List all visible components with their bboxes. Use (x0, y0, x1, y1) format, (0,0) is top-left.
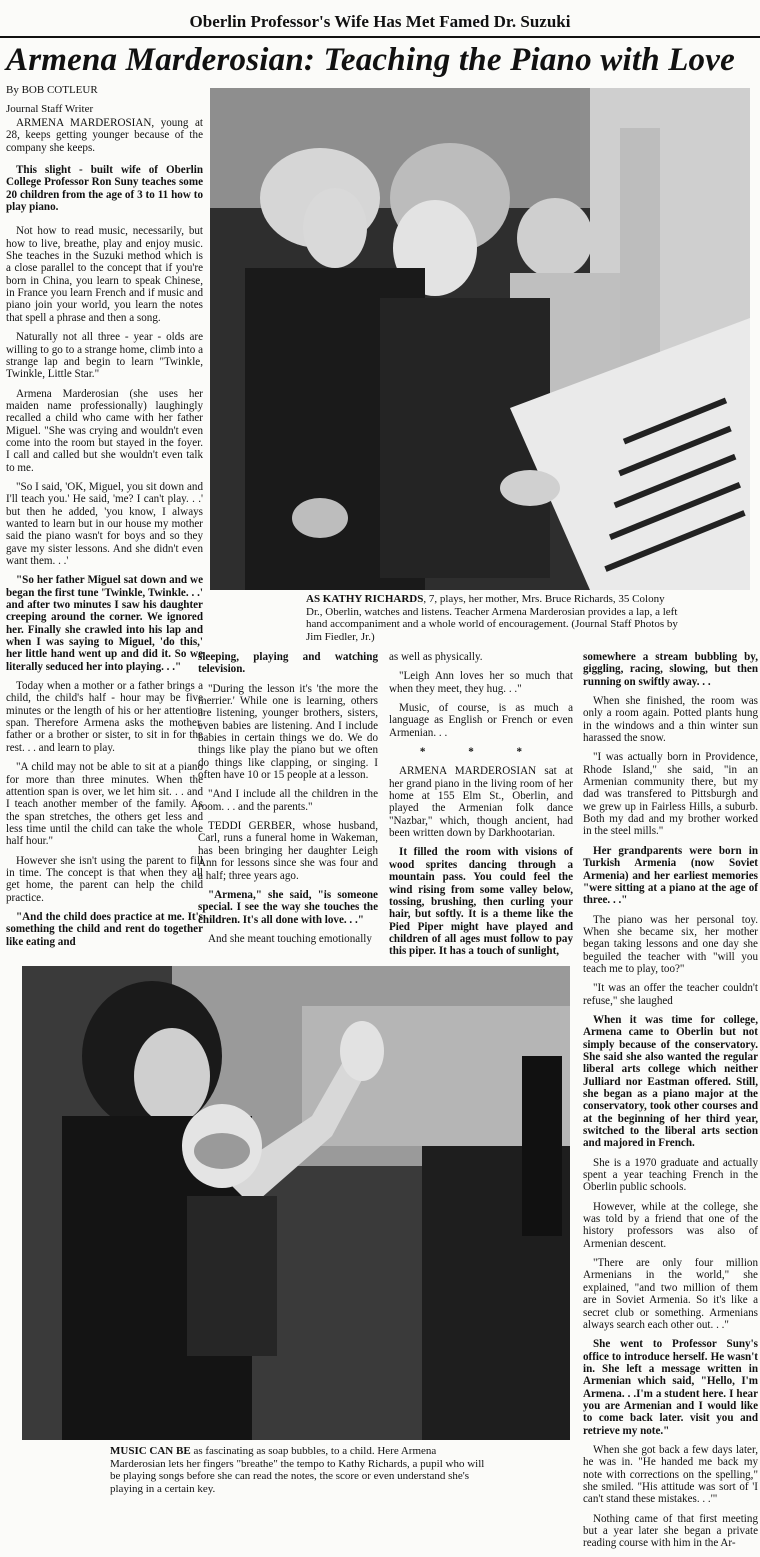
paragraph: TEDDI GERBER, whose husband, Carl, runs a funeral home in Wakeman, has been bringing her daughter Leigh Ann for lessons since she was four and a half; three years ago. (198, 820, 378, 882)
caption-1-lead: AS KATHY RICHARDS (306, 593, 424, 605)
paragraph: She is a 1970 graduate and actually spent a year teaching French in the Oberlin public schools. (583, 1156, 758, 1194)
main-headline: Armena Marderosian: Teaching the Piano with Love (6, 42, 735, 78)
article-column-4 (583, 651, 758, 1557)
paragraph: "Leigh Ann loves her so much that when they meet, they hug. . ." (389, 670, 573, 695)
article-column-2 (198, 651, 378, 952)
paragraph: It filled the room with visions of wood sprites dancing through a mountain pass. You could feel the wind rising from some valley below, tossing, brushing, then curling your hair, but softly. It is a theme like the Pied Piper might have played and children of all ages must follow to pay this piper. It has a touch of sunlight, (389, 846, 573, 958)
paragraph: Today when a mother or a father brings a child, the child's half - hour may be five minutes or the length of his or her attention span. Therefore Armena asks the mother, father or a brother or sister, to sit in for the rest. . . and learn to play. (6, 680, 203, 754)
paragraph: ARMENA MARDEROSIAN sat at her grand piano in the living room of her home at 155 Elm St., Oberlin, and played the Armenian folk dance "Nazbar," which, though ancient, had been written down by Darkhootarian. (389, 765, 573, 840)
paragraph: Her grandparents were born in Turkish Armenia (now Soviet Armenia) and her earliest memories "were sitting at a piano at the age of three. . ." (583, 844, 758, 907)
paragraph: The piano was her personal toy. When she became six, her mother began taking lessons and one day she beguiled the teacher with "will you teach me to play, too?" (583, 913, 758, 975)
paragraph: Not how to read music, necessarily, but how to live, breathe, play and enjoy music. She teaches in the Suzuki method which is a close parallel to the concept that if you're born in China, you learn to speak Chinese, in France you learn French and if music and piano join your world, you learn the notes that spell a phrase and then a song. (6, 225, 203, 324)
article-column-3 (389, 651, 573, 965)
byline-author: By BOB COTLEUR (6, 84, 98, 96)
photo-teacher-gesturing (22, 966, 570, 1440)
paragraph: ARMENA MARDEROSIAN, young at 28, keeps getting younger because of the company she keeps. (6, 117, 203, 154)
paragraph: However she isn't using the parent to fill in time. The concept is that when they all get home, the parent can help the child practice. (6, 854, 203, 904)
headline-rule (0, 36, 760, 38)
paragraph: "It was an offer the teacher couldn't refuse," she laughed (583, 982, 758, 1007)
paragraph: "So her father Miguel sat down and we began the first tune 'Twinkle, Twinkle. . .' and after two minutes I saw his daughter creeping around the corner. We ignored her. Finally she crawled into his lap and when I was saying to Miguel, 'do this,' her little hand went up and did it. So we literally seduced her into playing. . ." (6, 574, 203, 673)
photo-caption-2 (110, 1445, 488, 1495)
caption-2-text: as fascinating as soap bubbles, to a child. Here Armena Marderosian lets her fingers "breathe" the tempo to Kathy Richards, a pupil who will be playing songs before she can read the notes, the score or even understand she's playing in a certain key. (110, 1445, 485, 1495)
byline-title: Journal Staff Writer (6, 103, 94, 115)
caption-2-lead: MUSIC CAN BE (110, 1445, 191, 1457)
section-break-stars: * * * (419, 746, 543, 759)
paragraph: However, while at the college, she was told by a friend that one of the history professors was also of Armenian descent. (583, 1200, 758, 1250)
paragraph: Armena Marderosian (she uses her maiden name professionally) laughingly recalled a child who came with her father Miguel. "She was crying and wouldn't even come into the room but stayed in the foyer. I call and called but she wouldn't even talk to me. (6, 387, 203, 474)
paragraph: "So I said, 'OK, Miguel, you sit down and I'll teach you.' He said, 'me? I can't play. . .' but then he added, 'you know, I always wanted to learn but in our house my mother said the piano wasn't for boys and so they gave my sister lessons. And she didn't even want them. . .' (6, 480, 203, 567)
paragraph: sleeping, playing and watching television. (198, 651, 378, 676)
paragraph: When it was time for college, Armena came to Oberlin but not simply because of the conservatory. She said she also wanted the regular liberal arts college which neither Julliard nor Eastman offered. Still, she began as a piano major at the conservatory, took other courses and at the beginning of her third year, switched to the liberal arts section and majored in French. (583, 1013, 758, 1150)
paragraph: This slight - built wife of Oberlin College Professor Ron Suny teaches some 20 children from the age of 3 to 11 how to play piano. (6, 164, 203, 214)
paragraph: as well as physically. (389, 651, 483, 663)
paragraph: When she got back a few days later, he was in. "He handed me back my note with corrections on the spelling," she smiled. "His attitude was sort of 'I can't stand these mistakes. . .'" (583, 1443, 758, 1506)
paragraph: She went to Professor Suny's office to introduce herself. He wasn't in. She left a message written in Armenian which said, "Hello, I'm Armena. . .I'm a student here. I hear you are Armenian and I would like to come back later. visit you and retrieve my note." (583, 1338, 758, 1437)
paragraph: "And I include all the children in the room. . . and the parents." (198, 788, 378, 813)
article-column-1 (6, 84, 203, 955)
paragraph: Nothing came of that first meeting but a year later she began a private reading course with him in the Ar- (583, 1512, 758, 1550)
paragraph: Music, of course, is as much a language as English or French or even Armenian. . . (389, 702, 573, 739)
paragraph: When she finished, the room was only a room again. Potted plants hung in the windows and a thin winter sun harassed the snow. (583, 695, 758, 745)
paragraph: "A child may not be able to sit at a piano for more than three minutes. When the attention span is over, we let him sit. . . and I teach another member of the family. As the span stretches, the others get less and less time until the child can take the whole half hour." (6, 761, 203, 848)
photo-caption-1 (306, 593, 680, 643)
paragraph: Naturally not all three - year - olds are willing to go to a strange home, climb into a strange lap and begin to learn "Twinkle, Twinkle, Little Star." (6, 331, 203, 381)
paragraph: "I was actually born in Providence, Rhode Island," she said, "in an Armenian community there, but my dad was transfered to Pittsburgh and we grew up in Fairless Hills, a suburb. Both my dad and my brother worked in the steel mills." (583, 751, 758, 838)
paragraph: "There are only four million Armenians in the world," she explained, "and two million of them are in Soviet Armenia. So it's like a secret club or something. Armenians always search each other out. . ." (583, 1257, 758, 1331)
paragraph: "And the child does practice at me. It's something the child and rent do together like eating and (6, 910, 203, 948)
paragraph: "During the lesson it's 'the more the merrier.' While one is learning, others are listening, younger brothers, sisters, even babies are listening. And I include babies in certain things we do. We do things like play the piano but we often do things like clapping, or singing. I often have 10 or 15 people at a lesson. (198, 682, 378, 782)
caption-1-text: , 7, plays, her mother, Mrs. Bruce Richards, 35 Colony Dr., Oberlin, watches and listens. Teacher Armena Marderosian provides a lap, a left hand accompaniment and a whole world of encouragement. (Journal Staff Photos by Jim Fiedler, Jr.) (306, 593, 678, 643)
paragraph: "Armena," she said, "is someone special. I see the way she touches the children. It's all done with love. . ." (198, 888, 378, 926)
photo-piano-lesson (210, 88, 750, 590)
paragraph: somewhere a stream bubbling by, giggling, racing, slowing, but then running on swiftly away. . . (583, 651, 758, 688)
paragraph: And she meant touching emotionally (208, 932, 372, 945)
kicker-headline: Oberlin Professor's Wife Has Met Famed Dr. Suzuki (189, 12, 571, 31)
